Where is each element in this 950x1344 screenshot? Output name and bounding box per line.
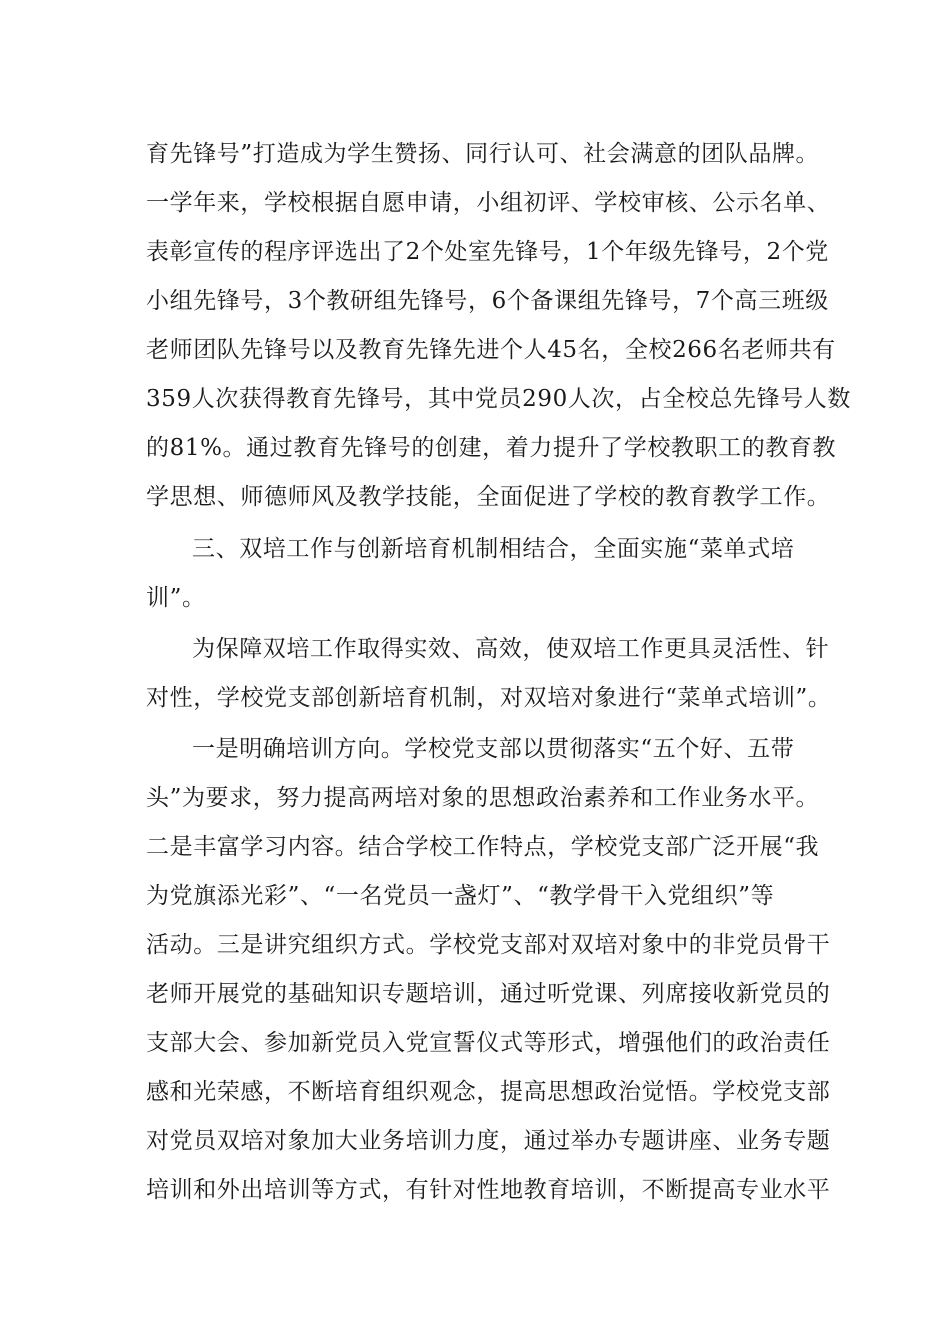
- text-line: 感和光荣感，不断培育组织观念，提高思想政治觉悟。学校党支部: [146, 1079, 831, 1105]
- text-line: 为党旗添光彩”、“一名党员一盏灯”、“教学骨干入党组织”等: [146, 883, 775, 909]
- text-line: 培训和外出培训等方式，有针对性地教育培训，不断提高专业水平: [146, 1177, 831, 1203]
- text-line: 老师团队先锋号以及教育先锋先进个人45名，全校266名老师共有: [146, 337, 836, 363]
- text-line: 学思想、师德师风及教学技能，全面促进了学校的教育教学工作。: [146, 484, 831, 510]
- text-line: 一学年来，学校根据自愿申请，小组初评、学校审核、公示名单、: [146, 190, 831, 216]
- section-heading-continued: 训”。: [146, 585, 206, 611]
- text-line: 359人次获得教育先锋号，其中党员290人次，占全校总先锋号人数: [146, 386, 851, 412]
- text-line: 二是丰富学习内容。结合学校工作特点，学校党支部广泛开展“我: [146, 834, 820, 860]
- text-line: 活动。三是讲究组织方式。学校党支部对双培对象中的非党员骨干: [146, 932, 831, 958]
- text-line: 表彰宣传的程序评选出了2个处室先锋号，1个年级先锋号，2个党: [146, 239, 829, 265]
- paragraph-start: 一是明确培训方向。学校党支部以贯彻落实“五个好、五带: [192, 736, 795, 762]
- text-line: 的81%。通过教育先锋号的创建，着力提升了学校教职工的教育教: [146, 435, 837, 461]
- text-line: 育先锋号”打造成为学生赞扬、同行认可、社会满意的团队品牌。: [146, 141, 820, 167]
- paragraph-start: 为保障双培工作取得实效、高效，使双培工作更具灵活性、针: [192, 636, 830, 662]
- section-heading: 三、双培工作与创新培育机制相结合，全面实施“菜单式培: [192, 536, 795, 562]
- text-line: 小组先锋号，3个教研组先锋号，6个备课组先锋号，7个高三班级: [146, 288, 829, 314]
- text-line: 对党员双培对象加大业务培训力度，通过举办专题讲座、业务专题: [146, 1128, 831, 1154]
- text-line: 头”为要求，努力提高两培对象的思想政治素养和工作业务水平。: [146, 785, 820, 811]
- text-line: 支部大会、参加新党员入党宣誓仪式等形式，增强他们的政治责任: [146, 1030, 831, 1056]
- text-line: 对性，学校党支部创新培育机制，对双培对象进行“菜单式培训”。: [146, 685, 832, 711]
- text-line: 老师开展党的基础知识专题培训，通过听党课、列席接收新党员的: [146, 981, 831, 1007]
